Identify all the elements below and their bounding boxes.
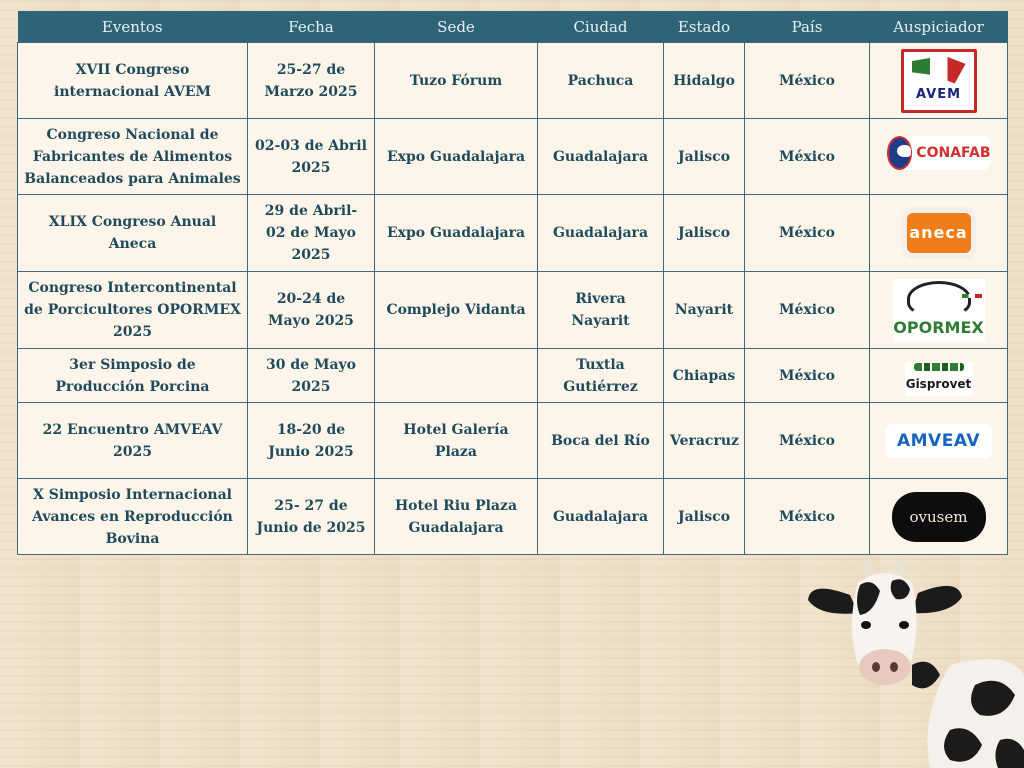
- gisprovet-logo-icon: [905, 362, 973, 396]
- cell-fecha: 25-27 de Marzo 2025: [248, 43, 375, 119]
- cell-pais: México: [745, 403, 870, 479]
- logo-text: AVEM: [915, 86, 962, 102]
- cell-fecha: 29 de Abril- 02 de Mayo 2025: [248, 195, 375, 272]
- logo-text: Gisprovet: [905, 376, 972, 391]
- logo-text: CONAFAB: [916, 145, 991, 161]
- cell-estado: Jalisco: [664, 119, 745, 195]
- cell-sede: Hotel Riu Plaza Guadalajara: [375, 479, 538, 555]
- cell-pais: México: [745, 349, 870, 403]
- cell-sede: Expo Guadalajara: [375, 119, 538, 195]
- header-auspiciador: Auspiciador: [870, 11, 1008, 43]
- cell-estado: Jalisco: [664, 479, 745, 555]
- cell-auspiciador: [870, 195, 1008, 272]
- table-row: [18, 479, 1008, 555]
- header-estado: Estado: [664, 11, 745, 43]
- logo-text: aneca: [907, 213, 971, 253]
- cell-ciudad: Guadalajara: [538, 479, 664, 555]
- avem-logo-icon: [901, 49, 977, 113]
- header-fecha: Fecha: [248, 11, 375, 43]
- holstein-cow-illustration: [800, 555, 1024, 768]
- cell-auspiciador: [870, 119, 1008, 195]
- cell-evento: XLIX Congreso Anual Aneca: [18, 195, 248, 272]
- cell-sede: Hotel Galería Plaza: [375, 403, 538, 479]
- cell-estado: Jalisco: [664, 195, 745, 272]
- events-table: [17, 11, 1008, 555]
- header-pais: País: [745, 11, 870, 43]
- table-row: [18, 195, 1008, 272]
- cell-estado: Hidalgo: [664, 43, 745, 119]
- cell-estado: Nayarit: [664, 272, 745, 349]
- ovusem-logo-icon: [892, 492, 986, 542]
- cell-ciudad: Rivera Nayarit: [538, 272, 664, 349]
- cell-ciudad: Guadalajara: [538, 195, 664, 272]
- cell-fecha: 18-20 de Junio 2025: [248, 403, 375, 479]
- cell-sede: Tuzo Fórum: [375, 43, 538, 119]
- cell-sede: Complejo Vidanta: [375, 272, 538, 349]
- cell-estado: Veracruz: [664, 403, 745, 479]
- cell-evento: X Simposio Internacional Avances en Reproducción Bovina: [18, 479, 248, 555]
- cell-sede: Expo Guadalajara: [375, 195, 538, 272]
- table-row: [18, 349, 1008, 403]
- cell-evento: Congreso Nacional de Fabricantes de Alimentos Balanceados para Animales: [18, 119, 248, 195]
- logo-text: OPORMEX: [893, 318, 984, 337]
- cell-auspiciador: [870, 403, 1008, 479]
- aneca-logo-icon: [902, 207, 976, 259]
- logo-text: ovusem: [909, 507, 968, 526]
- table-row: [18, 403, 1008, 479]
- cell-auspiciador: [870, 43, 1008, 119]
- table-row: [18, 43, 1008, 119]
- cell-fecha: 30 de Mayo 2025: [248, 349, 375, 403]
- cell-pais: México: [745, 195, 870, 272]
- header-eventos: Eventos: [18, 11, 248, 43]
- cell-ciudad: Boca del Río: [538, 403, 664, 479]
- cell-ciudad: Guadalajara: [538, 119, 664, 195]
- cell-evento: XVII Congreso internacional AVEM: [18, 43, 248, 119]
- table-row: [18, 119, 1008, 195]
- header-sede: Sede: [375, 11, 538, 43]
- cell-estado: Chiapas: [664, 349, 745, 403]
- cell-evento: 3er Simposio de Producción Porcina: [18, 349, 248, 403]
- cell-ciudad: Pachuca: [538, 43, 664, 119]
- cell-pais: México: [745, 479, 870, 555]
- table-header-row: [18, 11, 1008, 43]
- cell-pais: México: [745, 119, 870, 195]
- cell-auspiciador: [870, 479, 1008, 555]
- logo-text: AMVEAV: [896, 430, 980, 451]
- amveav-logo-icon: [886, 424, 992, 458]
- cell-pais: México: [745, 43, 870, 119]
- cell-sede: [375, 349, 538, 403]
- table-row: [18, 272, 1008, 349]
- cell-auspiciador: [870, 349, 1008, 403]
- cell-evento: 22 Encuentro AMVEAV 2025: [18, 403, 248, 479]
- pig-outline-icon: [907, 281, 971, 317]
- cell-pais: México: [745, 272, 870, 349]
- cell-fecha: 02-03 de Abril 2025: [248, 119, 375, 195]
- conafab-logo-icon: [887, 136, 991, 170]
- mexico-map-icon: [912, 56, 966, 84]
- header-ciudad: Ciudad: [538, 11, 664, 43]
- cell-evento: Congreso Intercontinental de Porcicultores OPORMEX 2025: [18, 272, 248, 349]
- cell-fecha: 25- 27 de Junio de 2025: [248, 479, 375, 555]
- cell-fecha: 20-24 de Mayo 2025: [248, 272, 375, 349]
- opormex-logo-icon: [893, 279, 985, 341]
- cell-ciudad: Tuxtla Gutiérrez: [538, 349, 664, 403]
- farm-animals-icon: [914, 363, 964, 371]
- cell-auspiciador: [870, 272, 1008, 349]
- cow-emblem-icon: [887, 136, 913, 170]
